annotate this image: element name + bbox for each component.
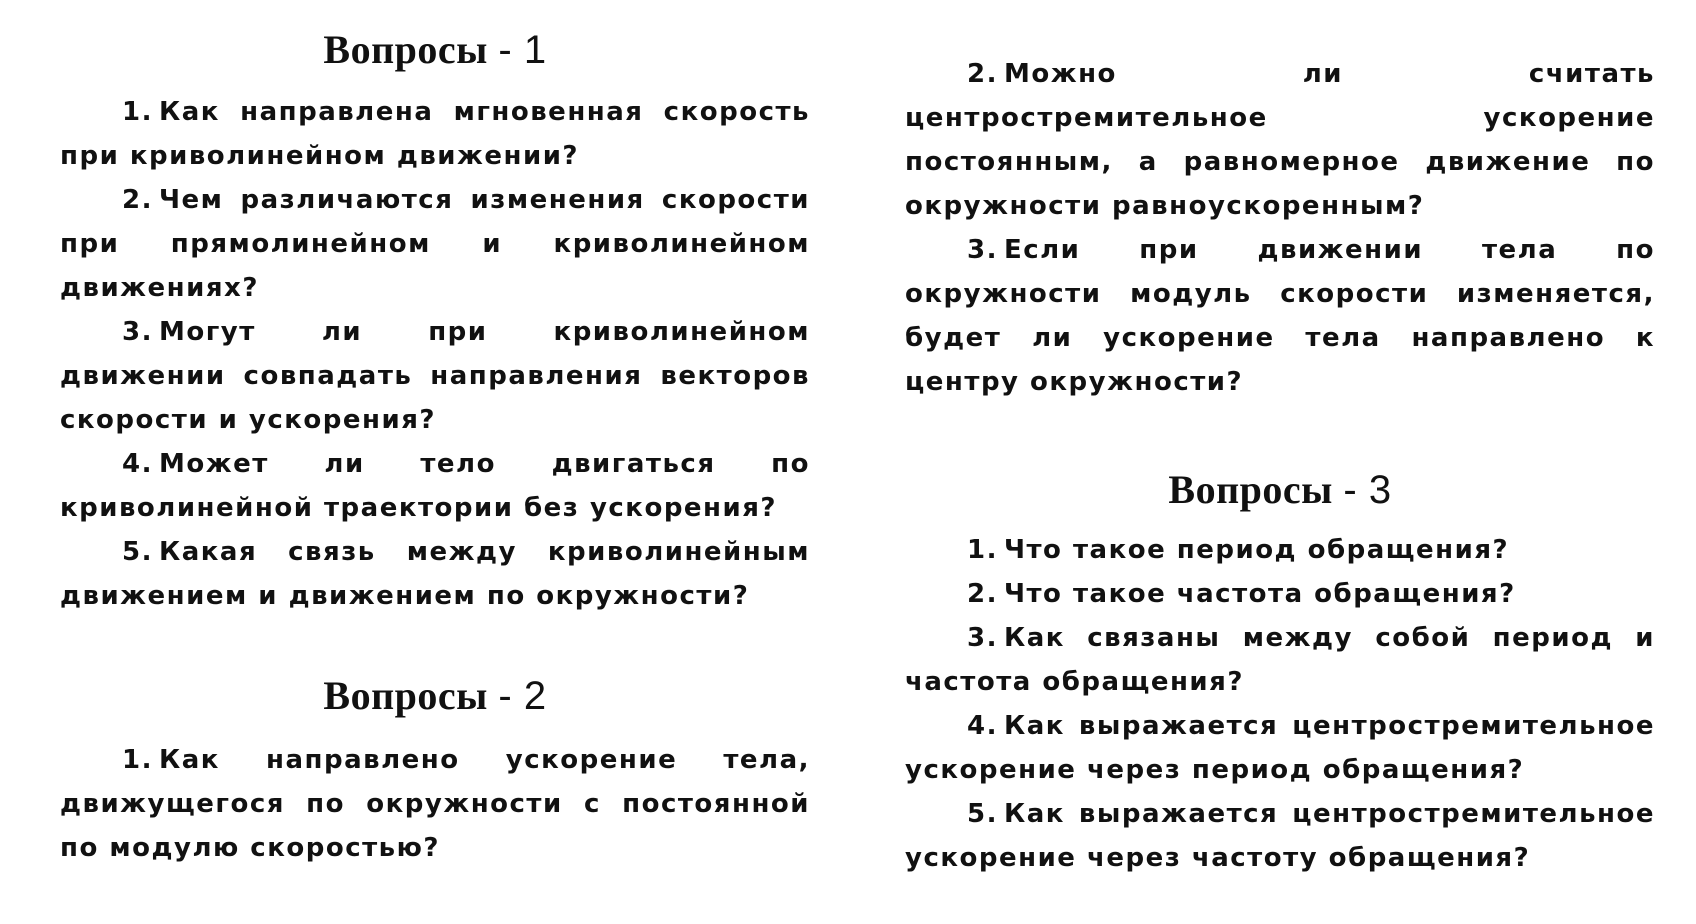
question-1-2	[60, 178, 810, 310]
question-text: Как направлена мгновенная скорость при криволинейном движении?	[60, 97, 810, 171]
question-1-4	[60, 442, 810, 530]
question-text: Чем различаются изменения скорости при прямолинейном и криволинейном движениях?	[60, 185, 810, 303]
question-3-5	[905, 792, 1655, 880]
question-number: 2.	[967, 59, 998, 89]
question-text: Если при движении тела по окружности модуль скорости изменяется, будет ли ускорение тела направлено к центру окружности?	[905, 235, 1655, 397]
section-3-title: Вопросы	[1168, 467, 1333, 512]
question-number: 5.	[967, 799, 998, 829]
question-number: 5.	[122, 537, 153, 567]
section-2-title: Вопросы	[323, 673, 488, 718]
section-2-heading	[60, 672, 810, 720]
section-2-continued	[905, 52, 1655, 404]
question-1-1	[60, 90, 810, 178]
question-number: 3.	[967, 235, 998, 265]
section-1	[60, 26, 810, 618]
question-3-4	[905, 704, 1655, 792]
question-1-5	[60, 530, 810, 618]
question-text: Можно ли считать центростремительное ускорение постоянным, а равномерное движение по окружности равноускоренным?	[905, 59, 1655, 221]
question-number: 2.	[967, 579, 998, 609]
question-text: Что такое частота обращения?	[1003, 579, 1516, 609]
question-number: 3.	[122, 317, 153, 347]
section-2	[60, 672, 810, 870]
question-2-3	[905, 228, 1655, 404]
question-text: Как связаны между собой период и частота обращения?	[905, 623, 1655, 697]
question-number: 1.	[122, 97, 153, 127]
section-1-title: Вопросы	[323, 27, 488, 72]
question-text: Что такое период обращения?	[1003, 535, 1510, 565]
question-text: Может ли тело двигаться по криволинейной траектории без ускорения?	[60, 449, 810, 523]
question-3-2	[905, 572, 1655, 616]
question-3-3	[905, 616, 1655, 704]
question-text: Как выражается центростремительное ускорение через период обращения?	[905, 711, 1655, 785]
question-3-1	[905, 528, 1655, 572]
question-text: Какая связь между криволинейным движением и движением по окружности?	[60, 537, 810, 611]
question-text: Как направлено ускорение тела, движущегося по окружности с постоянной по модулю скоростью?	[60, 745, 810, 863]
section-1-heading	[60, 26, 810, 74]
question-number: 1.	[967, 535, 998, 565]
question-2-2	[905, 52, 1655, 228]
section-1-number: - 1	[498, 28, 547, 72]
question-number: 4.	[122, 449, 153, 479]
question-text: Как выражается центростремительное ускорение через частоту обращения?	[905, 799, 1655, 873]
section-2-number: - 2	[498, 674, 547, 718]
question-number: 4.	[967, 711, 998, 741]
question-2-1	[60, 738, 810, 870]
question-text: Могут ли при криволинейном движении совпадать направления векторов скорости и ускорения?	[60, 317, 810, 435]
question-1-3	[60, 310, 810, 442]
section-3-number: - 3	[1343, 468, 1392, 512]
section-3-heading	[905, 466, 1655, 514]
question-number: 3.	[967, 623, 998, 653]
section-3	[905, 466, 1655, 880]
question-number: 1.	[122, 745, 153, 775]
question-number: 2.	[122, 185, 153, 215]
